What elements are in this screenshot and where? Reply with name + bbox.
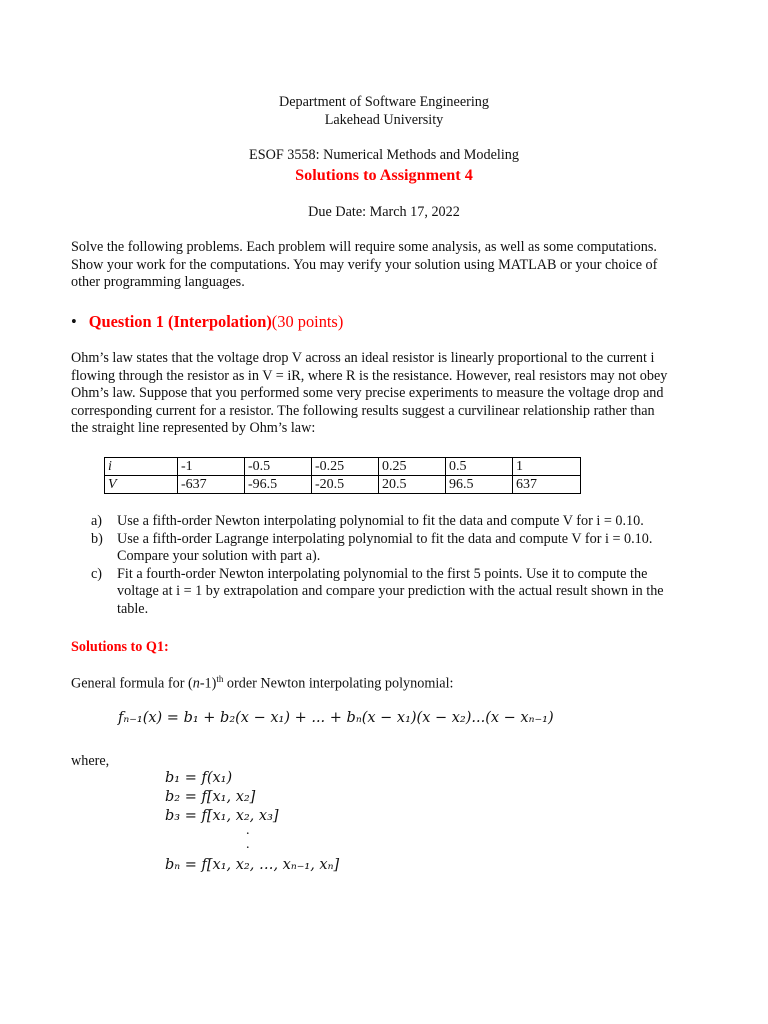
question-title: Question 1 (Interpolation) bbox=[88, 312, 272, 331]
intro-line: Solve the following problems. Each problem will require some analysis, as well as some computations. bbox=[71, 239, 657, 255]
task-text: Use a fifth-order Lagrange interpolating polynomial to fit the data and compute V for i = 0.10. bbox=[117, 530, 653, 547]
question-points: (30 points) bbox=[271, 312, 344, 331]
table-cell: 96.5 bbox=[446, 476, 513, 494]
intro-line: Show your work for the computations. You may verify your solution using MATLAB or your choice of bbox=[71, 256, 658, 273]
table-row bbox=[105, 476, 581, 494]
task-marker: c) bbox=[91, 565, 103, 582]
formula-intro-text: order Newton interpolating polynomial: bbox=[223, 675, 454, 692]
formula-intro-text: General formula for ( bbox=[71, 675, 193, 692]
table-cell: -637 bbox=[178, 476, 245, 494]
question-body bbox=[71, 350, 699, 438]
university-name: Lakehead University bbox=[324, 112, 444, 128]
table-cell: 0.5 bbox=[446, 458, 513, 476]
body-line: the straight line represented by Ohm’s law: bbox=[71, 420, 316, 437]
table-cell: -1 bbox=[178, 458, 245, 476]
list-item bbox=[91, 513, 701, 531]
intro-line: other programming languages. bbox=[71, 274, 245, 291]
bullet-icon: • bbox=[71, 312, 77, 331]
body-line: corresponding current for a resistor. The following results suggest a curvilinear relationship rather than bbox=[71, 402, 655, 419]
course-title: ESOF 3558: Numerical Methods and Modeling bbox=[249, 147, 519, 163]
table-cell: -0.5 bbox=[245, 458, 312, 476]
ellipsis-dot: . bbox=[246, 837, 250, 852]
table-cell: 20.5 bbox=[379, 476, 446, 494]
list-item bbox=[91, 531, 701, 566]
question-heading bbox=[71, 312, 343, 332]
formula-intro-sup: th bbox=[216, 674, 224, 684]
row-label: i bbox=[105, 458, 178, 476]
intro-paragraph bbox=[71, 239, 699, 292]
coefficient-line: b₁ = f(x₁) bbox=[165, 770, 233, 786]
ellipsis-dot: . bbox=[246, 823, 250, 838]
where-label: where, bbox=[71, 753, 110, 769]
coefficient-line: b₂ = f[x₁, x₂] bbox=[165, 789, 256, 805]
task-marker: a) bbox=[91, 513, 103, 529]
task-marker: b) bbox=[91, 530, 103, 547]
task-text: Fit a fourth-order Newton interpolating polynomial to the first 5 points. Use it to compute the bbox=[117, 565, 648, 582]
coefficient-line: b₃ = f[x₁, x₂, x₃] bbox=[165, 808, 279, 824]
table-cell: 1 bbox=[513, 458, 581, 476]
body-line: Ohm’s law states that the voltage drop V across an ideal resistor is linearly proportional to the current i bbox=[71, 350, 655, 366]
body-line: Ohm’s law. Suppose that you performed some very precise experiments to measure the voltage drop and bbox=[71, 385, 664, 402]
table-cell: -96.5 bbox=[245, 476, 312, 494]
department-name: Department of Software Engineering bbox=[279, 94, 489, 110]
table-cell: 637 bbox=[513, 476, 581, 494]
table-cell: 0.25 bbox=[379, 458, 446, 476]
task-list bbox=[91, 513, 701, 619]
row-label: V bbox=[105, 476, 178, 494]
data-table bbox=[104, 457, 581, 494]
solutions-heading: Solutions to Q1: bbox=[71, 639, 169, 655]
task-text: voltage at i = 1 by extrapolation and compare your prediction with the actual result shown in the bbox=[117, 583, 664, 600]
task-text: table. bbox=[117, 601, 149, 618]
formula-intro-n: n bbox=[192, 675, 200, 692]
newton-formula: fₙ₋₁(x) = b₁ + b₂(x − x₁) + ... + bₙ(x − x₁)(x − x₂)...(x − xₙ₋₁) bbox=[118, 710, 554, 726]
formula-intro bbox=[71, 674, 453, 693]
table-cell: -20.5 bbox=[312, 476, 379, 494]
formula-intro-text: -1) bbox=[199, 675, 217, 692]
table-row bbox=[105, 458, 581, 476]
assignment-title: Solutions to Assignment 4 bbox=[295, 166, 473, 184]
table-cell: -0.25 bbox=[312, 458, 379, 476]
due-date: Due Date: March 17, 2022 bbox=[308, 204, 460, 220]
task-text: Compare your solution with part a). bbox=[117, 548, 321, 565]
body-line: flowing through the resistor as in V = iR, where R is the resistance. However, real resistors may not obey bbox=[71, 367, 668, 384]
task-text: Use a fifth-order Newton interpolating polynomial to fit the data and compute V for i = 0.10. bbox=[117, 513, 644, 529]
list-item bbox=[91, 566, 701, 619]
coefficient-line: bₙ = f[x₁, x₂, …, xₙ₋₁, xₙ] bbox=[165, 857, 340, 873]
